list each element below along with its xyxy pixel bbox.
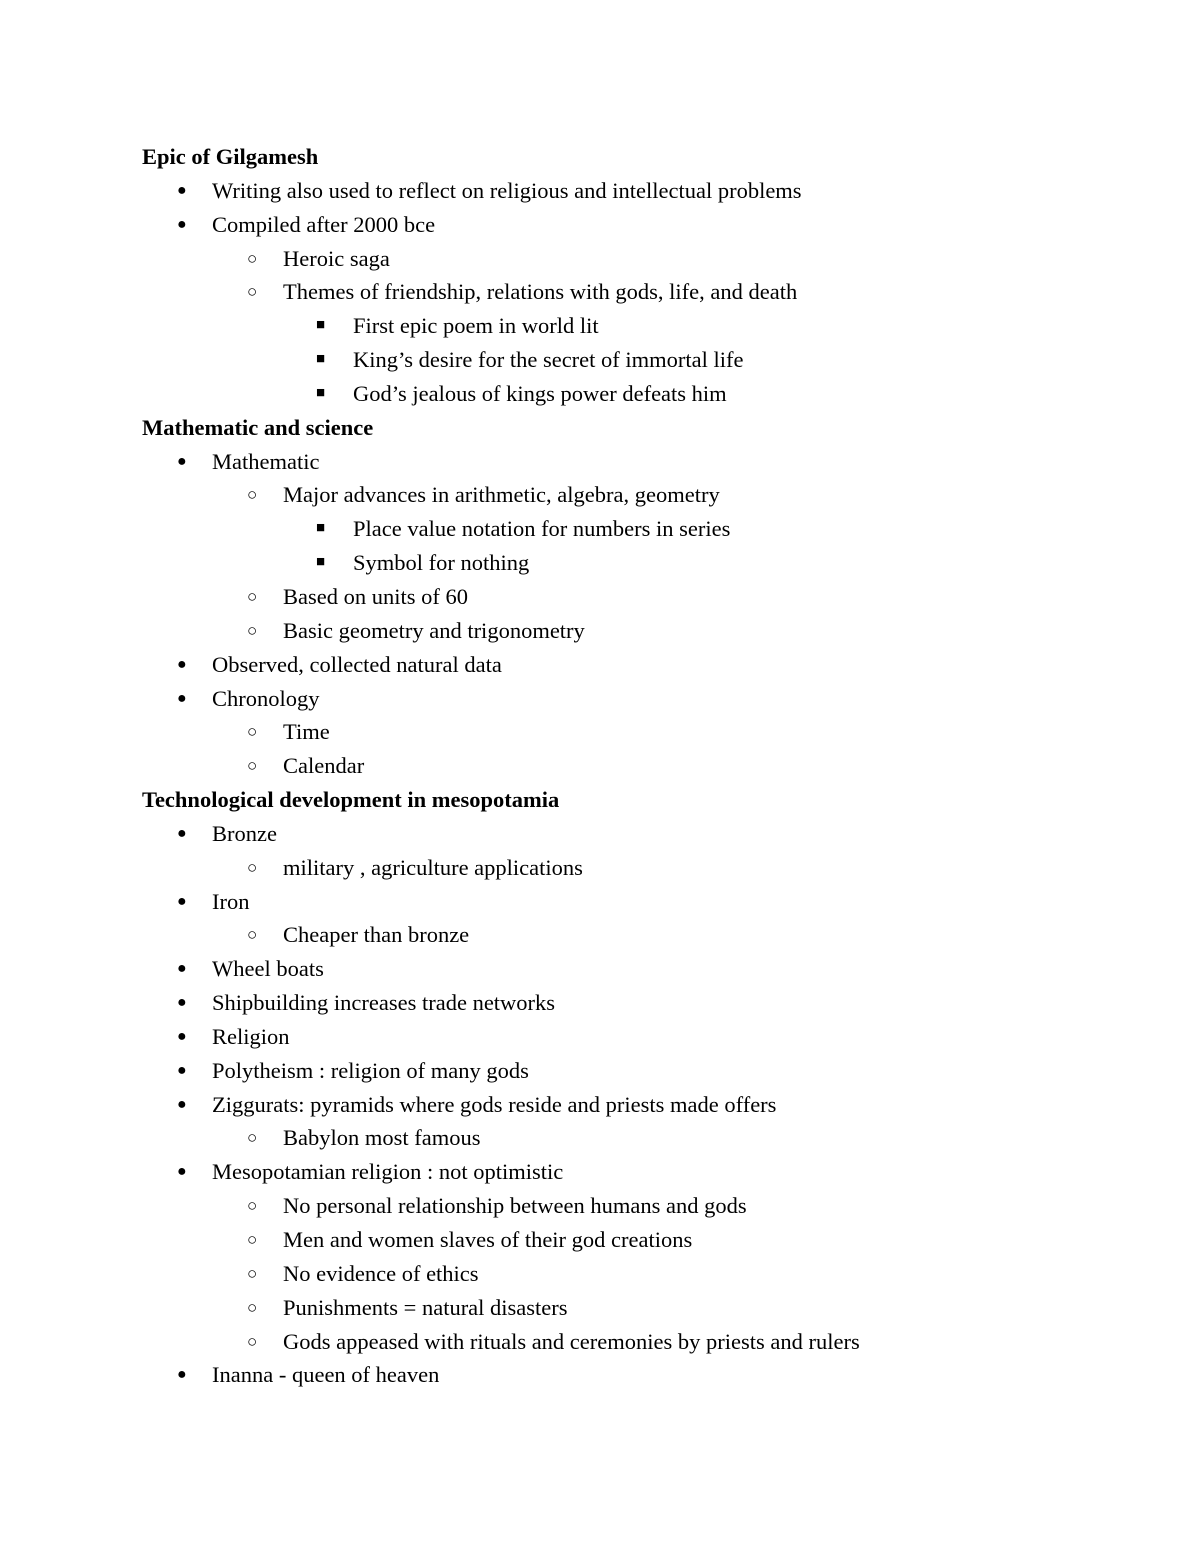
list-item bbox=[0, 377, 1200, 411]
list-item-text: Ziggurats: pyramids where gods reside and priests made offers bbox=[212, 1091, 777, 1117]
list-item-text: Time bbox=[283, 719, 330, 745]
list-item bbox=[0, 1325, 1200, 1359]
section-heading-epic: Epic of Gilgamesh bbox=[142, 144, 319, 169]
list-item bbox=[0, 309, 1200, 343]
list-item bbox=[0, 174, 1200, 208]
list-item-text: Inanna - queen of heaven bbox=[212, 1362, 440, 1388]
hollow-circle-bullet-icon: ○ bbox=[247, 925, 258, 945]
hollow-circle-bullet-icon: ○ bbox=[247, 586, 258, 606]
filled-circle-bullet-icon: ● bbox=[177, 181, 187, 199]
list-item-text: No evidence of ethics bbox=[283, 1260, 479, 1286]
filled-circle-bullet-icon: ● bbox=[177, 655, 187, 673]
list-item bbox=[0, 1155, 1200, 1189]
list-item-text: Men and women slaves of their god creations bbox=[283, 1227, 693, 1252]
list-item-text: Symbol for nothing bbox=[353, 550, 530, 576]
list-item bbox=[0, 918, 1200, 952]
list-item-text: Chronology bbox=[212, 685, 320, 711]
filled-circle-bullet-icon: ● bbox=[177, 994, 187, 1012]
filled-circle-bullet-icon: ● bbox=[177, 1027, 187, 1045]
list-item-text: Punishments = natural disasters bbox=[283, 1294, 568, 1320]
list-item bbox=[0, 343, 1200, 377]
list-item-text: God’s jealous of kings power defeats him bbox=[353, 380, 727, 406]
list-item-text: Iron bbox=[212, 888, 250, 914]
section-heading-math: Mathematic and science bbox=[142, 414, 374, 440]
hollow-circle-bullet-icon: ○ bbox=[247, 485, 258, 505]
list-item bbox=[0, 1291, 1200, 1325]
list-item bbox=[0, 682, 1200, 716]
list-item bbox=[0, 242, 1200, 276]
list-item bbox=[0, 1257, 1200, 1291]
list-item-text: King’s desire for the secret of immortal life bbox=[353, 347, 744, 373]
list-item-text: Major advances in arithmetic, algebra, geometry bbox=[283, 482, 720, 508]
list-item bbox=[0, 715, 1200, 749]
hollow-circle-bullet-icon: ○ bbox=[247, 248, 258, 268]
list-item-text: First epic poem in world lit bbox=[353, 313, 599, 339]
filled-circle-bullet-icon: ● bbox=[177, 1163, 187, 1181]
hollow-circle-bullet-icon: ○ bbox=[247, 857, 258, 877]
filled-circle-bullet-icon: ● bbox=[177, 452, 187, 470]
list-item bbox=[0, 546, 1200, 580]
hollow-circle-bullet-icon: ○ bbox=[247, 756, 258, 776]
list-item bbox=[0, 1054, 1200, 1088]
list-item-text: No personal relationship between humans and gods bbox=[283, 1193, 747, 1219]
hollow-circle-bullet-icon: ○ bbox=[247, 722, 258, 742]
list-item bbox=[0, 817, 1200, 851]
square-bullet-icon: ■ bbox=[316, 554, 326, 571]
list-item-text: Observed, collected natural data bbox=[212, 651, 502, 677]
list-item-text: Mathematic bbox=[212, 448, 320, 474]
list-item-text: Compiled after 2000 bce bbox=[212, 211, 436, 237]
filled-circle-bullet-icon: ● bbox=[177, 1366, 187, 1384]
list-item-text: Bronze bbox=[212, 820, 277, 846]
hollow-circle-bullet-icon: ○ bbox=[247, 1196, 258, 1216]
square-bullet-icon: ■ bbox=[316, 317, 326, 334]
hollow-circle-bullet-icon: ○ bbox=[247, 1263, 258, 1283]
list-item-text: Wheel boats bbox=[212, 956, 324, 982]
list-item-text: Polytheism : religion of many gods bbox=[212, 1057, 529, 1083]
list-item bbox=[0, 580, 1200, 614]
filled-circle-bullet-icon: ● bbox=[177, 215, 187, 233]
list-item-text: Themes of friendship, relations with gods, life, and death bbox=[283, 279, 798, 305]
list-item bbox=[0, 445, 1200, 479]
list-item-text: Heroic saga bbox=[283, 245, 390, 271]
list-item bbox=[0, 208, 1200, 242]
list-item-text: Gods appeased with rituals and ceremonies by priests and rulers bbox=[283, 1328, 860, 1354]
list-item bbox=[0, 986, 1200, 1020]
list-item bbox=[0, 1223, 1200, 1257]
list-item bbox=[0, 614, 1200, 648]
filled-circle-bullet-icon: ● bbox=[177, 960, 187, 978]
filled-circle-bullet-icon: ● bbox=[177, 1095, 187, 1113]
list-item-text: Babylon most famous bbox=[283, 1125, 481, 1151]
list-item-text: Writing also used to reflect on religious and intellectual problems bbox=[212, 177, 802, 203]
list-item-text: Cheaper than bronze bbox=[283, 922, 470, 948]
filled-circle-bullet-icon: ● bbox=[177, 892, 187, 910]
hollow-circle-bullet-icon: ○ bbox=[247, 282, 258, 302]
list-item bbox=[0, 512, 1200, 546]
list-item bbox=[0, 885, 1200, 919]
list-item bbox=[0, 1121, 1200, 1155]
list-item bbox=[0, 1020, 1200, 1054]
list-item bbox=[0, 952, 1200, 986]
square-bullet-icon: ■ bbox=[316, 384, 326, 401]
list-item-text: military , agriculture applications bbox=[283, 854, 583, 880]
filled-circle-bullet-icon: ● bbox=[177, 824, 187, 842]
list-item-text: Shipbuilding increases trade networks bbox=[212, 990, 556, 1016]
hollow-circle-bullet-icon: ○ bbox=[247, 1230, 258, 1249]
hollow-circle-bullet-icon: ○ bbox=[247, 1331, 258, 1351]
document-page bbox=[0, 140, 1200, 1392]
list-item-text: Mesopotamian religion : not optimistic bbox=[212, 1159, 564, 1185]
list-item-text: Basic geometry and trigonometry bbox=[283, 617, 585, 643]
list-item-text: Based on units of 60 bbox=[283, 583, 468, 609]
list-item-text: Place value notation for numbers in series bbox=[353, 516, 731, 542]
list-item bbox=[0, 275, 1200, 309]
list-item bbox=[0, 1088, 1200, 1122]
list-item bbox=[0, 648, 1200, 682]
list-item bbox=[0, 1358, 1200, 1392]
filled-circle-bullet-icon: ● bbox=[177, 1061, 187, 1079]
list-item bbox=[0, 478, 1200, 512]
section-heading-tech: Technological development in mesopotamia bbox=[142, 787, 560, 813]
hollow-circle-bullet-icon: ○ bbox=[247, 1297, 258, 1317]
list-item-text: Religion bbox=[212, 1023, 290, 1049]
list-item bbox=[0, 749, 1200, 783]
square-bullet-icon: ■ bbox=[316, 520, 326, 537]
list-item-text: Calendar bbox=[283, 753, 365, 779]
list-item bbox=[0, 851, 1200, 885]
filled-circle-bullet-icon: ● bbox=[177, 689, 187, 707]
hollow-circle-bullet-icon: ○ bbox=[247, 1128, 258, 1148]
hollow-circle-bullet-icon: ○ bbox=[247, 620, 258, 640]
square-bullet-icon: ■ bbox=[316, 351, 326, 368]
list-item bbox=[0, 1189, 1200, 1223]
